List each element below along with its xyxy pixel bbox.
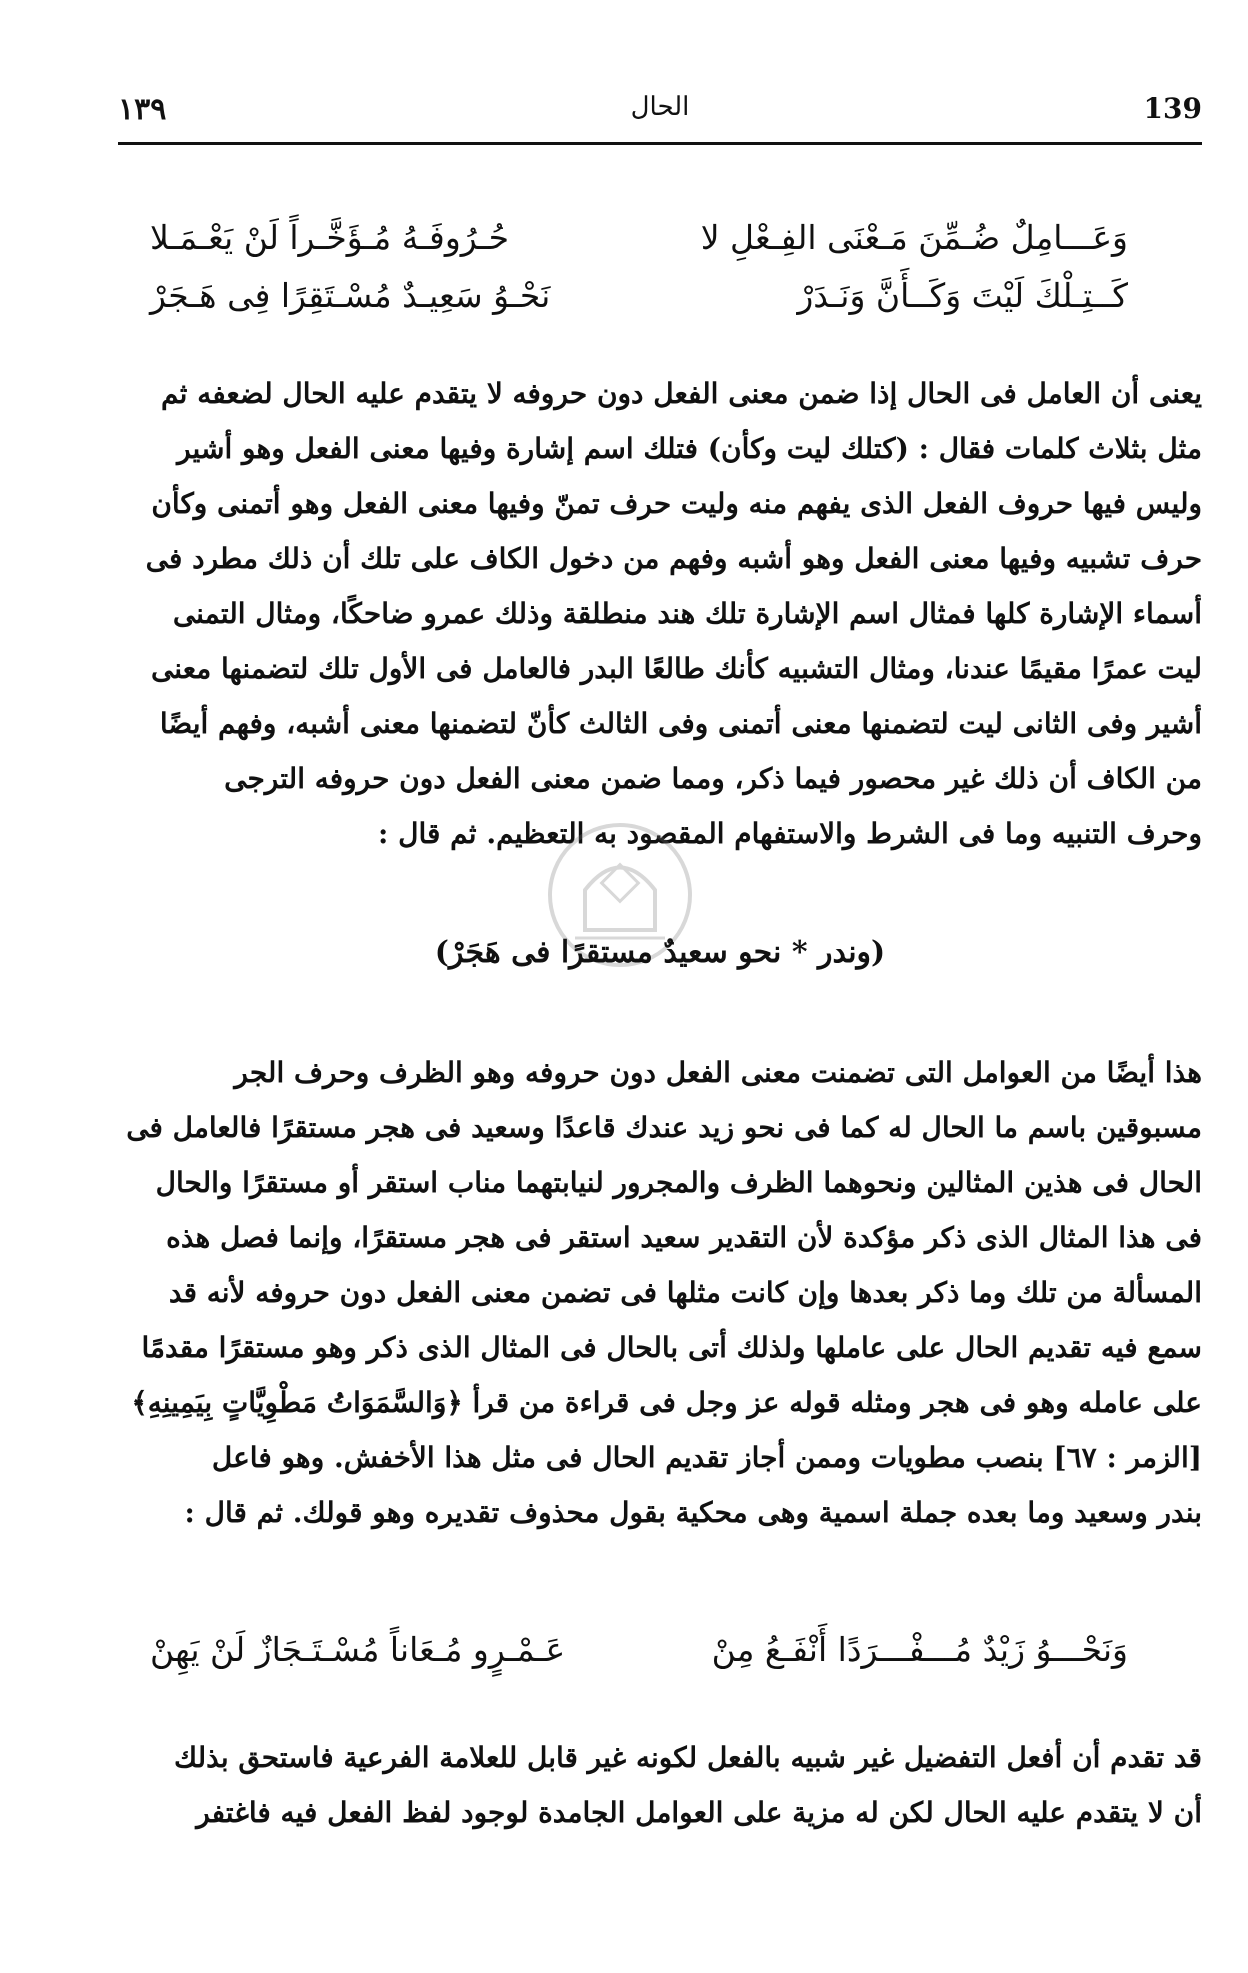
- text-line: الحال فى هذين المثالين ونحوهما الظرف والمجرور لنيابتهما مناب استقر أو مستقرًا والحال: [155, 1166, 1202, 1199]
- verse-block-2: [150, 1630, 1128, 1688]
- text-line: على عامله وهو فى هجر ومثله قوله عز وجل فى قراءة من قرأ ﴿وَالسَّمَوَاتُ مَطْوِيَّاتٍ بِيَمِينِهِ﴾: [131, 1386, 1202, 1419]
- verse-hemistich-second: حُـرُوفَـهُ مُـؤَخَّـراً لَنْ يَعْـمَـلا: [150, 218, 510, 257]
- text-line: المسألة من تلك وما ذكر بعدها وإن كانت مثلها فى تضمن معنى الفعل دون حروفه لأنه قد: [168, 1276, 1202, 1309]
- verse-hemistich-first: كَــتِـلْكَ لَيْتَ وَكَــأَنَّ وَنَـدَرْ: [797, 276, 1128, 315]
- text-line: وليس فيها حروف الفعل الذى يفهم منه وليت حرف تمنّ وفيها معنى الفعل وهو أتمنى وكأن: [151, 487, 1202, 520]
- text-line: [الزمر : ٦٧] بنصب مطويات وممن أجاز تقديم الحال فى مثل هذا الأخفش. وهو فاعل: [211, 1441, 1202, 1474]
- page-number-latin: 139: [1143, 92, 1202, 125]
- text-line: أسماء الإشارة كلها فمثال اسم الإشارة تلك هند منطلقة وذلك عمرو ضاحكًا، ومثال التمنى: [172, 597, 1202, 630]
- verse-hemistich-second: عَـمْـرٍو مُـعَاناً مُسْـتَـجَازٌ لَنْ يَهِنْ: [150, 1630, 566, 1669]
- text-line: قد تقدم أن أفعل التفضيل غير شبيه بالفعل لكونه غير قابل للعلامة الفرعية فاستحق بذلك: [174, 1741, 1202, 1774]
- commentary-paragraph-2: [118, 1045, 1202, 1540]
- verse-line: [150, 276, 1128, 334]
- text-line: ليت عمرًا مقيمًا عندنا، ومثال التشبيه كأنك طالعًا البدر فالعامل فى الأول تلك لتضمنها معنى: [150, 652, 1202, 685]
- verse-block-1: [150, 218, 1128, 334]
- text-line: أن لا يتقدم عليه الحال لكن له مزية على العوامل الجامدة لوجود لفظ الفعل فيه فاغتفر: [196, 1796, 1202, 1829]
- text-line: وحرف التنبيه وما فى الشرط والاستفهام المقصود به التعظيم. ثم قال :: [378, 817, 1202, 850]
- header-rule: [118, 142, 1202, 145]
- text-line: حرف تشبيه وفيها معنى الفعل وهو أشبه وفهم من دخول الكاف على تلك أن ذلك مطرد فى: [145, 542, 1202, 575]
- commentary-paragraph-3: [118, 1730, 1202, 1840]
- text-line: هذا أيضًا من العوامل التى تضمنت معنى الفعل دون حروفه وهو الظرف وحرف الجر: [234, 1056, 1202, 1089]
- text-line: بندر وسعيد وما بعده جملة اسمية وهى محكية بقول محذوف تقديره وهو قولك. ثم قال :: [184, 1496, 1202, 1529]
- text-line: مسبوقين باسم ما الحال له كما فى نحو زيد عندك قاعدًا وسعيد فى هجر مستقرًا فالعامل فى: [126, 1111, 1202, 1144]
- verse-line: [150, 218, 1128, 276]
- text-line: يعنى أن العامل فى الحال إذا ضمن معنى الفعل دون حروفه لا يتقدم عليه الحال لضعفه ثم: [161, 377, 1202, 410]
- page-number-arabic: ١٣٩: [118, 92, 167, 127]
- text-line: مثل بثلاث كلمات فقال : (كتلك ليت وكأن) فتلك اسم إشارة وفيها معنى الفعل وهو أشير: [177, 432, 1202, 465]
- verse-line: [150, 1630, 1128, 1688]
- quoted-verse-line: (وندر * نحو سعيدٌ مستقرًا فى هَجَرْ): [434, 935, 886, 970]
- verse-hemistich-first: وَعَـــامِلٌ ضُـمِّنَ مَـعْنَى الفِـعْلِ لا: [700, 218, 1128, 257]
- page-header: [118, 92, 1202, 138]
- text-line: من الكاف أن ذلك غير محصور فيما ذكر، ومما ضمن معنى الفعل دون حروفه الترجى: [224, 762, 1202, 795]
- verse-hemistich-first: وَنَحْـــوُ زَيْدٌ مُـــفْـــرَدًا أَنْفَـعُ مِنْ: [711, 1630, 1128, 1669]
- text-line: فى هذا المثال الذى ذكر مؤكدة لأن التقدير سعيد استقر فى هجر مستقرًا، وإنما فصل هذه: [166, 1221, 1202, 1254]
- text-line: أشير وفى الثانى ليت لتضمنها معنى أتمنى وفى الثالث كأنّ لتضمنها معنى أشبه، وفهم أيضًا: [159, 707, 1202, 740]
- commentary-paragraph-1: [118, 366, 1202, 861]
- running-title: الحال: [630, 92, 690, 122]
- verse-hemistich-second: نَحْـوُ سَعِيـدٌ مُسْـتَقِرًا فِى هَـجَرْ: [150, 276, 551, 315]
- text-line: سمع فيه تقديم الحال على عاملها ولذلك أتى بالحال فى المثال الذى ذكر وهو مستقرًا مقدمًا: [141, 1331, 1202, 1364]
